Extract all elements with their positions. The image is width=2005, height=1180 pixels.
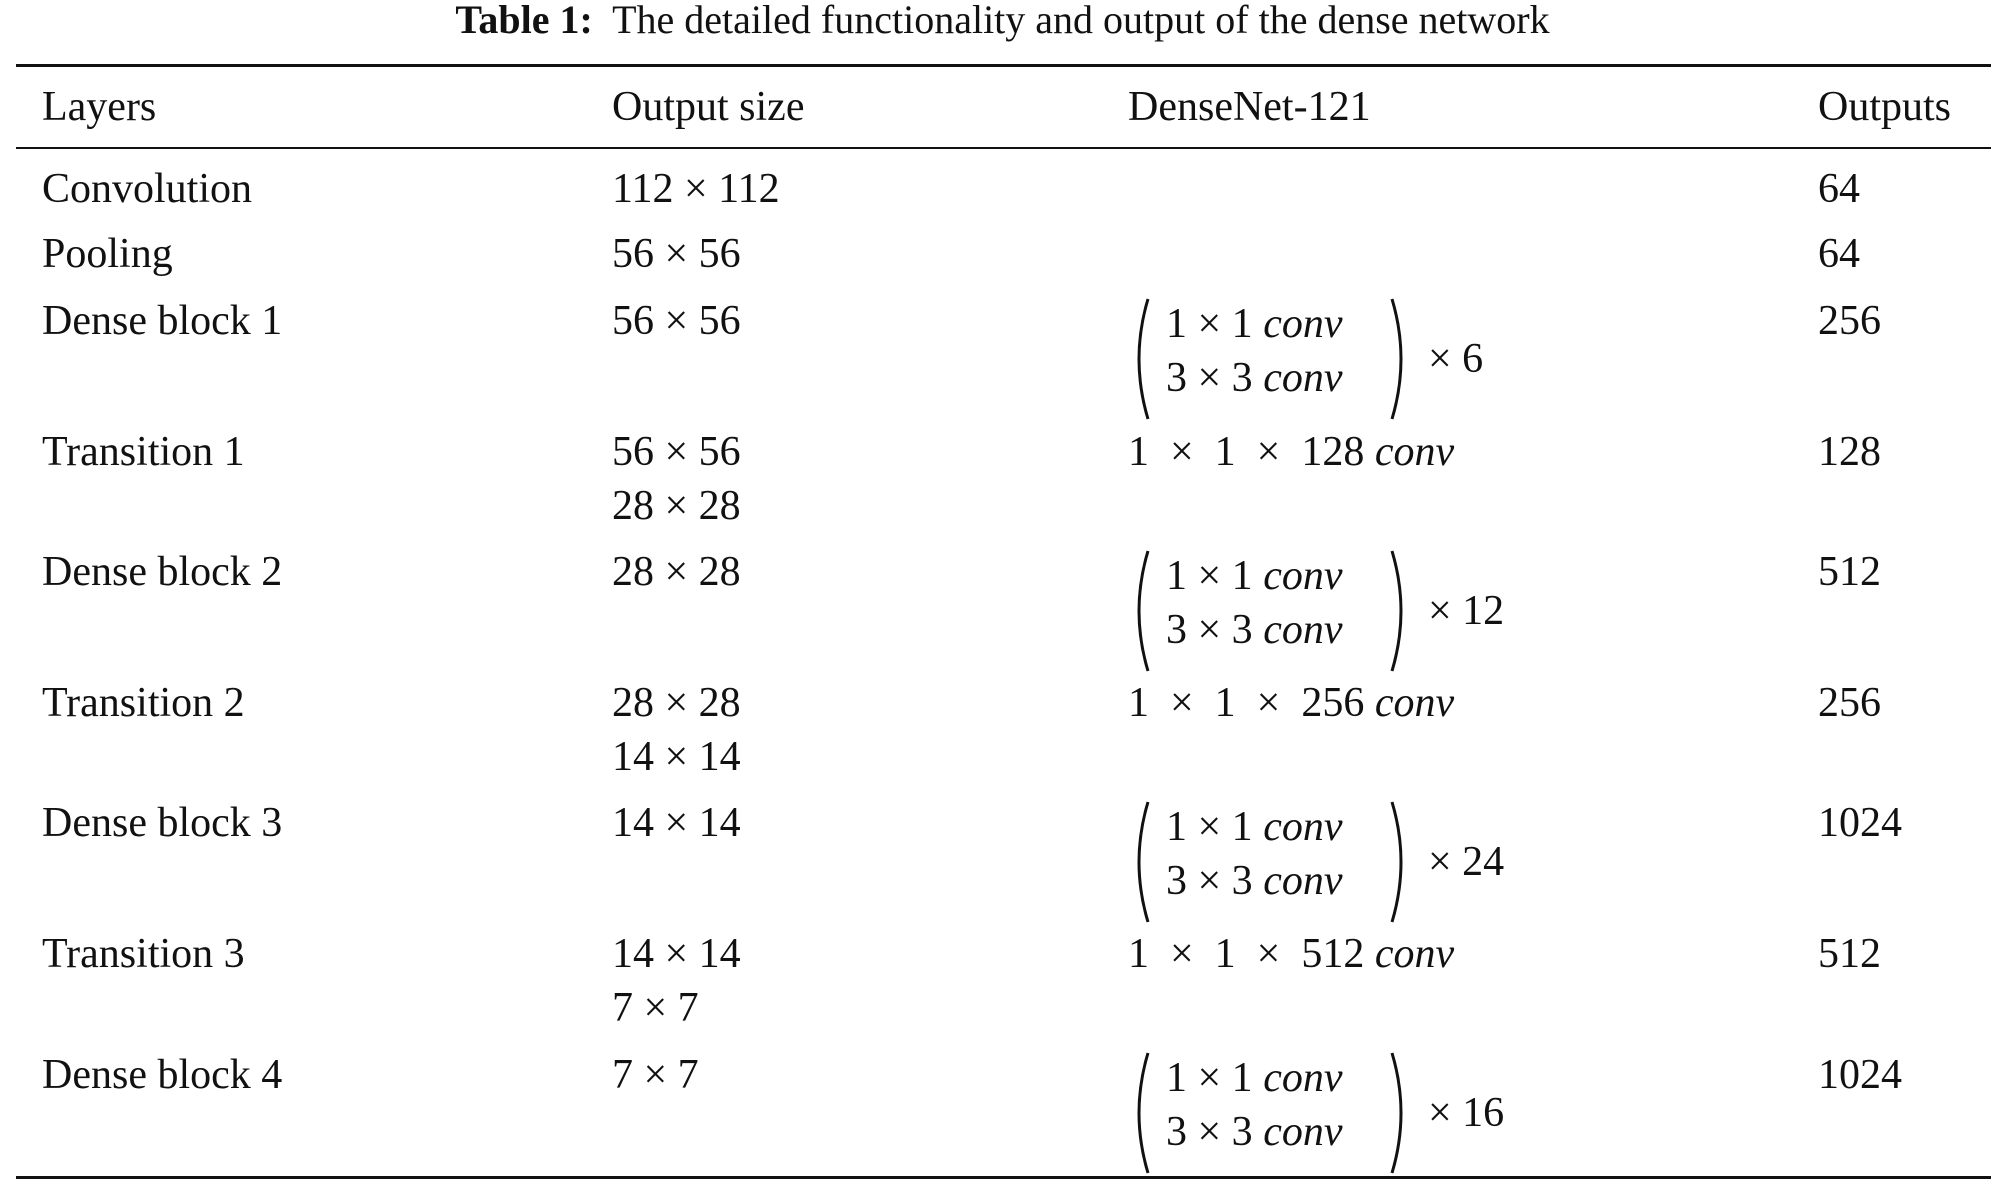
top-rule <box>16 64 1991 67</box>
row-pooling-size: 56 × 56 <box>612 231 741 277</box>
right-paren <box>1390 297 1412 421</box>
row-pooling-outputs: 64 <box>1818 231 1860 277</box>
row-dense-block-4-layer: Dense block 4 <box>42 1052 283 1098</box>
row-dense-block-1-layer: Dense block 1 <box>42 298 283 344</box>
row-dense-block-3-layer: Dense block 3 <box>42 800 283 846</box>
left-paren <box>1128 297 1150 421</box>
row-transition-1-config: 1 × 1 × 128 conv <box>1128 429 1455 475</box>
caption-text: The detailed functionality and output of the dense network <box>612 0 1550 42</box>
dense-block-4-config: 1 × 1 conv 3 × 3 conv × 16 <box>1128 1051 1548 1175</box>
row-dense-block-2-layer: Dense block 2 <box>42 549 283 595</box>
row-convolution-outputs: 64 <box>1818 166 1860 212</box>
row-dense-block-4-outputs: 1024 <box>1818 1052 1902 1098</box>
row-transition-1-outputs: 128 <box>1818 429 1881 475</box>
repeat-factor: × 24 <box>1428 839 1505 885</box>
row-dense-block-1-outputs: 256 <box>1818 298 1881 344</box>
row-dense-block-2-size: 28 × 28 <box>612 549 741 595</box>
header-output-size: Output size <box>612 84 805 130</box>
row-dense-block-4-size: 7 × 7 <box>612 1052 699 1098</box>
right-paren <box>1390 1051 1412 1175</box>
header-outputs: Outputs <box>1818 84 1952 130</box>
left-paren <box>1128 1051 1150 1175</box>
dense-block-2-config: 1 × 1 conv 3 × 3 conv × 12 <box>1128 549 1548 673</box>
row-transition-2-size: 28 × 28 14 × 14 <box>612 680 741 780</box>
row-transition-3-config: 1 × 1 × 512 conv <box>1128 931 1455 977</box>
row-dense-block-3-size: 14 × 14 <box>612 800 741 846</box>
bottom-rule <box>16 1176 1991 1179</box>
right-paren <box>1390 549 1412 673</box>
row-transition-1-layer: Transition 1 <box>42 429 245 475</box>
repeat-factor: × 6 <box>1428 336 1484 382</box>
row-transition-3-layer: Transition 3 <box>42 931 245 977</box>
left-paren <box>1128 549 1150 673</box>
right-paren <box>1390 800 1412 924</box>
row-pooling-layer: Pooling <box>42 231 173 277</box>
dense-block-3-config: 1 × 1 conv 3 × 3 conv × 24 <box>1128 800 1548 924</box>
row-convolution-layer: Convolution <box>42 166 253 212</box>
row-transition-3-size: 14 × 14 7 × 7 <box>612 931 741 1031</box>
row-transition-3-outputs: 512 <box>1818 931 1881 977</box>
table-caption <box>0 0 2005 40</box>
row-transition-2-outputs: 256 <box>1818 680 1881 726</box>
row-transition-1-size: 56 × 56 28 × 28 <box>612 429 741 529</box>
left-paren <box>1128 800 1150 924</box>
repeat-factor: × 12 <box>1428 588 1505 634</box>
row-transition-2-layer: Transition 2 <box>42 680 245 726</box>
header-layers: Layers <box>42 84 157 130</box>
row-convolution-size: 112 × 112 <box>612 166 780 212</box>
row-dense-block-1-size: 56 × 56 <box>612 298 741 344</box>
header-densenet: DenseNet-121 <box>1128 84 1371 130</box>
header-rule <box>16 147 1991 149</box>
row-dense-block-3-outputs: 1024 <box>1818 800 1902 846</box>
dense-block-1-config: 1 × 1 conv 3 × 3 conv × 6 <box>1128 297 1548 421</box>
row-dense-block-2-outputs: 512 <box>1818 549 1881 595</box>
row-transition-2-config: 1 × 1 × 256 conv <box>1128 680 1455 726</box>
caption-label: Table 1: <box>455 0 593 42</box>
repeat-factor: × 16 <box>1428 1090 1505 1136</box>
